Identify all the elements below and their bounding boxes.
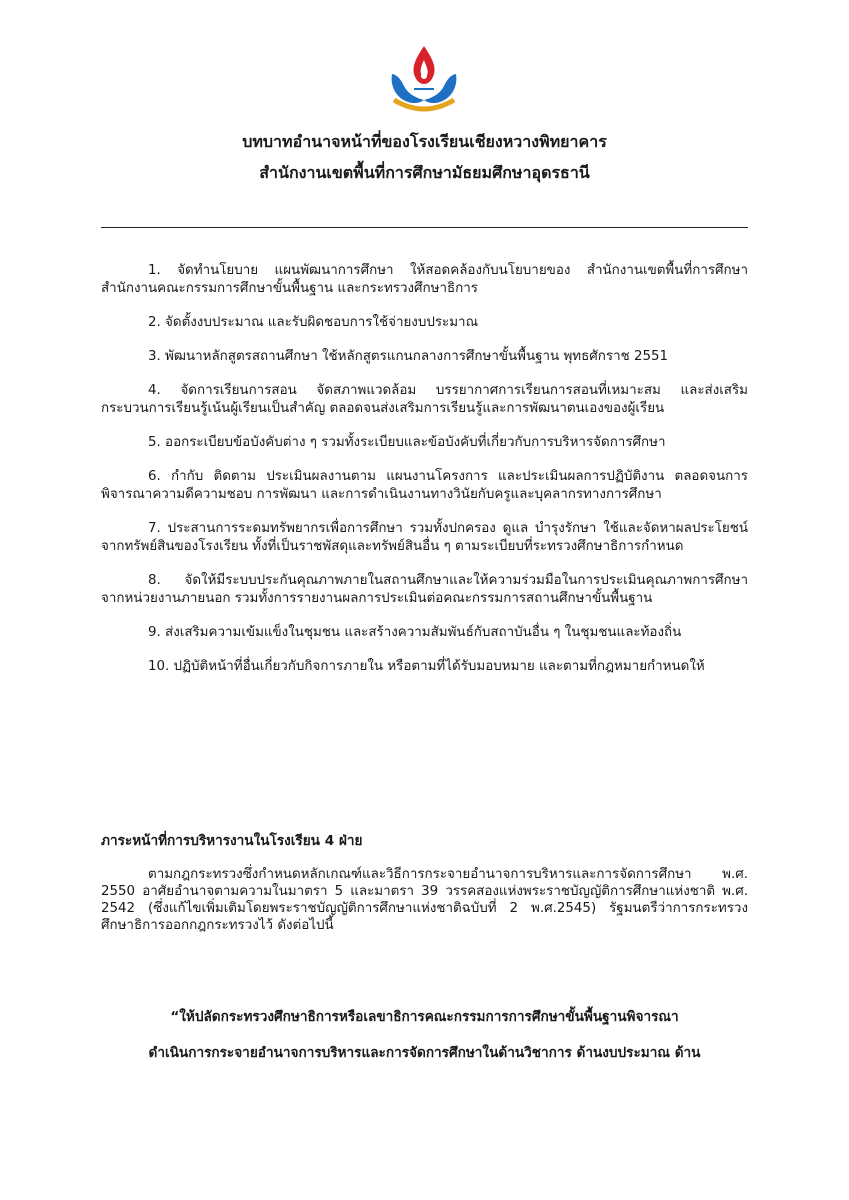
list-item: 7. ประสานการระดมทรัพยากรเพื่อการศึกษา รวมทั้งปกครอง ดูแล บำรุงรักษา ใช้และจัดหาผลประโยชน์จากทรัพย์สินของโรงเรียน ทั้งที่เป็นราชพัสดุและทรัพย์สินอื่น ๆ ตามระเบียบที่ระทรวงศึกษาธิการกำหนด: [101, 521, 748, 554]
section-heading: ภาระหน้าที่การบริหารงานในโรงเรียน 4 ฝ่าย: [101, 833, 363, 849]
list-item: 1. จัดทำนโยบาย แผนพัฒนาการศึกษา ให้สอดคล้องกับนโยบายของ สำนักงานเขตพื้นที่การศึกษา สำนักงานคณะกรรมการศึกษาขั้นพื้นฐาน และกระทรวงศึกษาธิการ: [101, 263, 748, 296]
list-item: 9. ส่งเสริมความเข้มแข็งในชุมชน และสร้างความสัมพันธ์กับสถาบันอื่น ๆ ในชุมชนและท้องถิ่น: [148, 625, 682, 640]
quote-line2: ดำเนินการกระจายอำนาจการบริหารและการจัดการศึกษาในด้านวิชาการ ด้านงบประมาณ ด้าน: [148, 1045, 701, 1061]
document-title-line1: บทบาทอำนาจหน้าที่ของโรงเรียนเชียงหวางพิทยาคาร: [242, 132, 607, 151]
list-item: 6. กำกับ ติดตาม ประเมินผลงานตาม แผนงานโครงการ และประเมินผลการปฏิบัติงาน ตลอดจนการพิจารณาความดีความชอบ การพัฒนา และการดำเนินงานทางวินัยกับครูและบุคลากรทางการศึกษา: [101, 469, 748, 502]
list-item: 3. พัฒนาหลักสูตรสถานศึกษา ใช้หลักสูตรแกนกลางการศึกษาขั้นพื้นฐาน พุทธศักราช 2551: [148, 349, 669, 364]
list-item: 8. จัดให้มีระบบประกันคุณภาพภายในสถานศึกษาและให้ความร่วมมือในการประเมินคุณภาพการศึกษาจากหน่วยงานภายนอก รวมทั้งการรายงานผลการประเมินต่อคณะกรรมการสถานศึกษาขั้นพื้นฐาน: [101, 573, 748, 606]
document-title-line2: สำนักงานเขตพื้นที่การศึกษามัธยมศึกษาอุดรธานี: [259, 163, 590, 182]
quote-line1: “ให้ปลัดกระทรวงศึกษาธิการหรือเลขาธิการคณะกรรมการการศึกษาขั้นพื้นฐานพิจารณา: [170, 1009, 679, 1025]
section-paragraph-block: [101, 866, 748, 946]
list-item: 4. จัดการเรียนการสอน จัดสภาพแวดล้อม บรรยากาศการเรียนการสอนที่เหมาะสม และส่งเสริมกระบวนการเรียนรู้เน้นผู้เรียนเป็นสำคัญ ตลอดจนส่งเสริมการเรียนรู้และการพัฒนาตนเองของผู้เรียน: [101, 383, 748, 416]
section-paragraph: ตามกฎกระทรวงซึ่งกำหนดหลักเกณฑ์และวิธีการกระจายอำนาจการบริหารและการจัดการศึกษา พ.ศ. 2550 อาศัยอำนาจตามความในมาตรา 5 และมาตรา 39 วรรคสองแห่งพระราชบัญญัติการศึกษาแห่งชาติ พ.ศ. 2542 (ซึ่งแก้ไขเพิ่มเติมโดยพระราชบัญญัติการศึกษาแห่งชาติฉบับที่ 2 พ.ศ.2545) รัฐมนตรีว่าการกระทรวงศึกษาธิการออกกฎกระทรวงไว้ ดังต่อไปนี้: [101, 867, 748, 933]
duties-list: [101, 262, 748, 692]
school-logo-icon: [386, 40, 462, 116]
list-item: 5. ออกระเบียบข้อบังคับต่าง ๆ รวมทั้งระเบียบและข้อบังคับที่เกี่ยวกับการบริหารจัดการศึกษา: [148, 435, 666, 450]
list-item: 2. จัดตั้งงบประมาณ และรับผิดชอบการใช้จ่ายงบประมาณ: [148, 315, 478, 330]
list-item: 10. ปฏิบัติหน้าที่อื่นเกี่ยวกับกิจการภายใน หรือตามที่ได้รับมอบหมาย และตามที่กฎหมายกำหนดให้: [148, 659, 705, 674]
horizontal-divider: [101, 227, 748, 228]
